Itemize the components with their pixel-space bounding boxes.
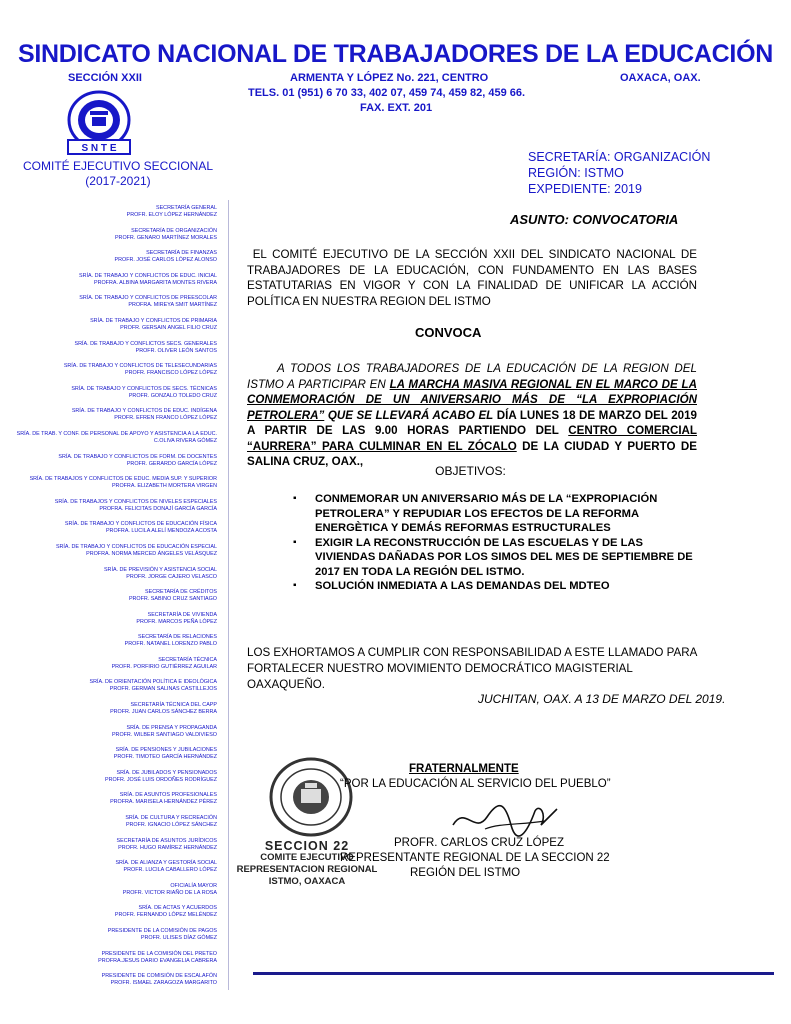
roster-title: SRÍA. DE PENSIONES Y JUBILACIONES [115,747,217,754]
roster-entry [0,476,217,490]
roster-name: PROFR. JOSÉ LUIS ORDOÑES RODRÍGUEZ [104,776,217,783]
roster-title: SECRETARÍA DE CRÉDITOS [145,589,217,596]
roster-title: SRÍA. DE TRABAJO Y CONFLICTOS DE FORM. DE DOCENTES [58,453,217,460]
address: ARMENTA Y LÓPEZ No. 221, CENTRO [290,72,489,84]
roster-entry [0,770,217,784]
fraternalmente: FRATERNALMENTE [409,763,519,775]
roster-entry [0,295,217,309]
roster-title: SRÍA. DE TRABAJO Y CONFLICTOS DE EDUCACIÓN ESPECIAL [55,543,217,550]
roster-name: PROFR. JORGE CAJERO VELASCO [126,573,217,580]
roster-name: PROFR. GERARDO GARCÍA LÓPEZ [126,460,217,467]
roster-name: PROFR. FERNANDO LÓPEZ MELÉNDEZ [114,912,217,919]
roster-entry [0,928,217,942]
roster-title: SRÍA. DE JUBILADOS Y PENSIONADOS [116,769,217,776]
roster-title: SRÍA. DE TRABAJO Y CONFLICTOS DE SECS. TÉCNICAS [71,385,217,392]
roster-entry [0,702,217,716]
roster-entry [0,228,217,242]
roster-title: SRÍA. DE TRABAJO Y CONFLICTOS DE EDUCACIÓN FÍSICA [64,521,217,528]
union-seal-stamp-icon [263,755,359,841]
fax: FAX. EXT. 201 [360,102,433,114]
roster-name: PROFR. HUGO RAMÍREZ HERNÁNDEZ [118,844,217,851]
secretaria-label: SECRETARÍA: ORGANIZACIÓN [528,150,711,164]
objective-item: ▪ CONMEMORAR UN ANIVERSARIO MÁS DE LA “EXPROPIACIÓN PETROLERA” Y REPUDIAR LOS EFECTOS DE LA REFORMA ENERGÈTICA Y DEMÁS REFORMAS ESTRUCTURALES [293,492,703,536]
roster-name: PROFR. FRANCISCO LÓPEZ LÓPEZ [125,370,217,377]
roster-entry [0,951,217,965]
roster-name: PROFRA.JESUS DARIO EVANGELIA CABRERA [98,957,217,964]
signatory-region: REGIÓN DEL ISTMO [410,867,521,879]
roster-title: SRÍA. DE TRABAJOS Y CONFLICTOS DE NIVELES ESPECIALES [54,498,217,505]
seal-line2: COMITE EJECUTIVO [260,852,354,863]
roster-name: PROFR. MARCOS PEÑA LÓPEZ [136,618,217,625]
roster-entry [0,250,217,264]
roster-title: SRÍA. DE TRABAJO Y CONFLICTOS DE PREESCOLAR [79,295,217,302]
committee-line1: COMITÉ EJECUTIVO SECCIONAL [22,159,214,173]
roster-entry [0,544,217,558]
roster-name: PROFR. SABINO CRUZ SANTIAGO [128,596,217,603]
section-info [528,149,710,197]
roster-entry [0,612,217,626]
exhortation: LOS EXHORTAMOS A CUMPLIR CON RESPONSABILIDAD A ESTE LLAMADO PARA FORTALECER NUESTRO MOVIMIENTO DEMOCRÁTICO MAGISTERIAL OAXAQUEÑO. [247,646,697,691]
roster-name: C.OLIVA RIVERA GÓMEZ [153,437,217,444]
roster-entry [0,363,217,377]
roster-entry [0,657,217,671]
convoca-heading: CONVOCA [415,325,482,340]
roster-entry [0,838,217,852]
roster-title: SECRETARÍA TÉCNICA [158,656,217,663]
roster-entry [0,499,217,513]
signatory-name: PROFR. CARLOS CRUZ LÓPEZ [394,837,564,849]
roster-title: SRÍA. DE ACTAS Y ACUERDOS [138,905,217,912]
roster-entry [0,341,217,355]
roster-entry [0,883,217,897]
executive-roster [0,205,217,996]
roster-name: PROFR. LUCILA CABALLERO LÓPEZ [123,867,217,874]
roster-title: SRÍA. DE TRABAJO Y CONFLICTOS DE EDUC. INICIAL [79,272,217,279]
objective-item: ▪ EXIGIR LA RECONSTRUCCIÓN DE LAS ESCUELAS Y DE LAS VIVIENDAS DAÑADAS POR LOS SIMOS DEL MES DE SEPTIEMBRE DE 2017 EN TODA LA REGIÓN DEL ISTMO. [293,536,703,580]
roster-title: SRÍA. DE TRABAJO Y CONFLICTOS SECS. GENERALES [74,340,217,347]
call-part1: A TODOS LOS TRABAJADORES DE LA EDUCACIÓN DE LA REGION DEL ISTMO A PARTICIPAR EN [247,362,697,391]
signatory-block [340,836,640,881]
roster-title: SECRETARÍA GENERAL [155,205,217,211]
roster-name: PROFRA. ALBINA MARGARITA MONTES RIVERA [93,279,217,286]
roster-title: SRÍA. DE TRABAJOS Y CONFLICTOS DE EDUC. MEDIA SUP. Y SUPERIOR [29,476,217,483]
roster-title: PRESIDENTE DE LA COMISIÓN DE PAGOS [107,928,217,934]
call-paragraph [247,361,697,470]
roster-entry [0,273,217,287]
roster-title: SECRETARÍA DE VIVIENDA [147,611,217,618]
roster-name: PROFR. GERMAN SALINAS CASTILLEJOS [109,686,217,693]
subject-line: ASUNTO: CONVOCATORIA [510,212,679,227]
roster-name: PROFRA. MIREYA SMIT MARTÍNEZ [128,302,217,309]
roster-entry [0,431,217,445]
call-route: CENTRO COMERCIAL “AURRERA” PARA CULMINAR EN EL ZÓCALO [247,424,697,453]
seal-line3: REPRESENTACION REGIONAL [236,864,378,875]
roster-title: SRÍA. DE PRENSA Y PROPAGANDA [126,724,217,731]
roster-title: SRÍA. DE TRAB. Y CONF. DE PERSONAL DE APOYO Y ASISTENCIA A LA EDUC. [16,430,217,437]
roster-name: PROFRA. LUCILA ALELÍ MENDOZA ACOSTA [105,528,217,535]
roster-title: SECRETARÍA DE ORGANIZACIÓN [131,227,217,234]
roster-name: PROFR. OLIVER LEÓN SANTOS [135,347,217,354]
roster-name: PROFRA. NORMA MERCED ÁNGELES VELÁSQUEZ [86,550,217,557]
roster-name: PROFR. IGNACIO LÓPEZ SÁNCHEZ [125,822,217,829]
roster-entry [0,567,217,581]
roster-entry [0,318,217,332]
phones: TELS. 01 (951) 6 70 33, 402 07, 459 74, 459 82, 459 66. [248,87,526,99]
roster-name: PROFRA. ELIZABETH MORTERA VIRGEN [111,483,217,490]
roster-title: SRÍA. DE TRABAJO Y CONFLICTOS DE TELESECUNDARIAS [63,363,217,370]
roster-name: PROFR. TIMOTEO GARCÍA HERNÁNDEZ [113,754,217,761]
committee-line2: (2017-2021) [85,174,151,188]
roster-entry [0,815,217,829]
seal-line1: SECCION 22 [264,839,350,853]
signatory-position: REPRESENTANTE REGIONAL DE LA SECCION 22 [340,852,610,864]
seal-line4: ISTMO, OAXACA [268,876,346,887]
roster-name: PROFR. ELOY LÓPEZ HERNÁNDEZ [126,212,217,218]
roster-name: PROFR. PORFIRIO GUTIÉRREZ AGUILAR [111,663,217,670]
roster-name: PROFR. EFREN FRANCO LÓPEZ LÓPEZ [114,415,217,422]
committee-heading [18,159,218,189]
roster-name: PROFRA. FELICITAS DONAJÍ GARCÍA GARCÍA [99,505,217,512]
roster-entry [0,386,217,400]
roster-name: PROFR. JOSÉ CARLOS LÓPEZ ALONSO [114,257,217,264]
motto: “POR LA EDUCACIÓN AL SERVICIO DEL PUEBLO” [340,778,611,790]
roster-title: SECRETARÍA TÉCNICA DEL CAPP [130,702,217,709]
roster-title: SRÍA. DE TRABAJO Y CONFLICTOS DE EDUC. INDÍGENA [71,408,217,415]
roster-title: SRÍA. DE ORIENTACIÓN POLÍTICA E IDEOLÓGICA [89,679,217,686]
roster-entry [0,408,217,422]
roster-entry [0,205,217,219]
call-datetime: DÍA LUNES 18 DE MARZO DEL 2019 A PARTIR DE LAS 9.00 HORAS PARTIENDO DEL [247,408,697,437]
objectives-list [293,492,703,594]
roster-title: SRÍA. DE ALIANZA Y GESTORÍA SOCIAL [115,860,217,867]
intro-text: EL COMITÉ EJECUTIVO DE LA SECCIÓN XXII DEL SINDICATO NACIONAL DE TRABAJADORES DE LA EDUCACIÓN, CON FUNDAMENTO EN LAS BASES ESTATUTARIAS EN VIGOR Y CON LA FINALIDAD DE UNIFICAR LA ACCIÓN POLÍTICA EN NUESTRA REGION DEL ISTMO [247,248,697,308]
roster-name: PROFR. WILBER SANTIAGO VALDIVIESO [111,731,217,738]
objective-item: ▪ SOLUCIÓN INMEDIATA A LAS DEMANDAS DEL MDTEO [293,579,703,594]
roster-title: PRESIDENTE DE COMISIÓN DE ESCALAFÓN [101,973,217,980]
roster-entry [0,634,217,648]
union-title: SINDICATO NACIONAL DE TRABAJADORES DE LA EDUCACIÓN [18,40,773,68]
call-part3: QUE SE LLEVARÁ ACABO EL [324,408,494,422]
roster-name: PROFR. VICTOR RIAÑO DE LA ROSA [122,889,217,896]
objectives-label: OBJETIVOS: [435,464,506,478]
roster-entry [0,521,217,535]
roster-title: OFICIALÍA MAYOR [170,882,217,889]
footer-rule [253,972,774,975]
roster-title: SRÍA. DE ASUNTOS PROFESIONALES [119,792,217,799]
roster-title: SRÍA. DE PREVISIÓN Y ASISTENCIA SOCIAL [103,566,217,573]
place-date: JUCHITAN, OAX. A 13 DE MARZO DEL 2019. [478,692,726,706]
expediente-label: EXPEDIENTE: 2019 [528,182,642,196]
roster-name: PROFR. GERSAIN ANGEL FILIO CRUZ [120,324,217,331]
intro-paragraph [247,247,697,309]
roster-name: PROFR. GONZALO TOLEDO CRUZ [128,392,217,399]
roster-entry [0,860,217,874]
section-label: SECCIÓN XXII [68,72,142,84]
logo-letters: S N T E [81,143,117,154]
roster-entry [0,679,217,693]
roster-name: PROFR. JUAN CARLOS SÁNCHEZ BERRA [110,709,217,716]
roster-name: PROFR. GENARO MARTÍNEZ MORALES [114,234,217,241]
margin-divider [228,200,229,990]
region-label: REGIÓN: ISTMO [528,166,624,180]
roster-title: SECRETARÍA DE ASUNTOS JURÍDICOS [116,837,217,844]
snte-logo-icon [58,90,140,158]
roster-entry [0,725,217,739]
roster-title: SECRETARÍA DE RELACIONES [138,634,217,641]
roster-name: PROFRA. MARISELA HERNÁNDEZ PÉREZ [110,799,217,806]
roster-entry [0,973,217,987]
roster-title: SRÍA. DE CULTURA Y RECREACIÓN [125,815,217,822]
roster-entry [0,747,217,761]
roster-title: PRESIDENTE DE LA COMISIÓN DEL PRETEO [101,950,217,957]
city: OAXACA, OAX. [620,72,701,84]
roster-title: SRÍA. DE TRABAJO Y CONFLICTOS DE PRIMARIA [90,317,217,324]
roster-name: PROFR. ULISES DÍAZ GÓMEZ [140,935,217,941]
roster-name: PROFR. ISMAEL ZARAGOZA MARGARITO [110,980,217,987]
call-city: DE LA CIUDAD Y PUERTO DE SALINA CRUZ, OAX., [247,439,697,468]
roster-title: SECRETARÍA DE FINANZAS [146,250,217,257]
roster-entry [0,589,217,603]
roster-name: PROFR. NATANEL LORENZO PABLO [124,641,217,648]
roster-entry [0,905,217,919]
roster-entry [0,792,217,806]
call-event: LA MARCHA MASIVA REGIONAL EN EL MARCO DE LA CONMEMORACIÓN DE UN ANIVERSARIO MÁS DE “LA EXPROPIACIÓN PETROLERA” [247,377,698,422]
